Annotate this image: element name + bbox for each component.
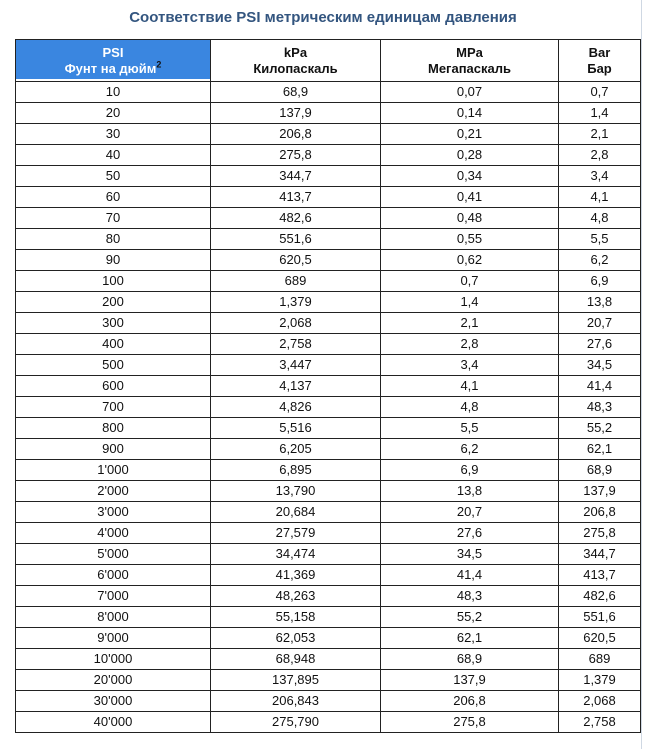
cell-mpa: 4,8 xyxy=(381,397,559,418)
cell-psi: 40'000 xyxy=(16,712,211,733)
cell-psi: 500 xyxy=(16,355,211,376)
cell-kpa: 206,843 xyxy=(211,691,381,712)
cell-kpa: 2,758 xyxy=(211,334,381,355)
cell-psi: 80 xyxy=(16,229,211,250)
cell-bar: 4,8 xyxy=(559,208,641,229)
sidebar-divider xyxy=(641,0,642,749)
cell-mpa: 13,8 xyxy=(381,481,559,502)
cell-kpa: 13,790 xyxy=(211,481,381,502)
cell-bar: 620,5 xyxy=(559,628,641,649)
cell-kpa: 4,826 xyxy=(211,397,381,418)
table-row xyxy=(16,187,641,208)
cell-kpa: 4,137 xyxy=(211,376,381,397)
cell-kpa: 5,516 xyxy=(211,418,381,439)
cell-bar: 551,6 xyxy=(559,607,641,628)
header-row xyxy=(16,40,641,82)
header-mpa-abbr: MPa xyxy=(456,44,483,60)
table-row xyxy=(16,208,641,229)
cell-mpa: 6,2 xyxy=(381,439,559,460)
cell-mpa: 34,5 xyxy=(381,544,559,565)
header-psi[interactable] xyxy=(16,40,211,82)
table-row xyxy=(16,460,641,481)
table-row xyxy=(16,586,641,607)
table-row xyxy=(16,334,641,355)
cell-bar: 41,4 xyxy=(559,376,641,397)
header-psi-abbr: PSI xyxy=(102,44,124,60)
cell-bar: 413,7 xyxy=(559,565,641,586)
cell-bar: 3,4 xyxy=(559,166,641,187)
header-mpa xyxy=(381,40,559,82)
cell-mpa: 0,34 xyxy=(381,166,559,187)
cell-mpa: 206,8 xyxy=(381,691,559,712)
cell-psi: 30'000 xyxy=(16,691,211,712)
cell-bar: 206,8 xyxy=(559,502,641,523)
table-row xyxy=(16,376,641,397)
cell-psi: 300 xyxy=(16,313,211,334)
cell-psi: 8'000 xyxy=(16,607,211,628)
cell-bar: 2,758 xyxy=(559,712,641,733)
header-bar-name: Бар xyxy=(587,60,612,76)
cell-kpa: 68,9 xyxy=(211,82,381,103)
table-row xyxy=(16,124,641,145)
cell-mpa: 0,7 xyxy=(381,271,559,292)
table-row xyxy=(16,166,641,187)
cell-bar: 2,1 xyxy=(559,124,641,145)
table-row xyxy=(16,565,641,586)
cell-bar: 2,8 xyxy=(559,145,641,166)
cell-bar: 20,7 xyxy=(559,313,641,334)
cell-bar: 4,1 xyxy=(559,187,641,208)
cell-mpa: 20,7 xyxy=(381,502,559,523)
cell-kpa: 137,895 xyxy=(211,670,381,691)
cell-kpa: 34,474 xyxy=(211,544,381,565)
cell-kpa: 1,379 xyxy=(211,292,381,313)
cell-bar: 689 xyxy=(559,649,641,670)
cell-bar: 62,1 xyxy=(559,439,641,460)
cell-mpa: 137,9 xyxy=(381,670,559,691)
cell-psi: 20 xyxy=(16,103,211,124)
cell-kpa: 6,205 xyxy=(211,439,381,460)
cell-kpa: 27,579 xyxy=(211,523,381,544)
cell-psi: 700 xyxy=(16,397,211,418)
header-psi-name: Фунт на дюйм xyxy=(64,60,157,76)
table-row xyxy=(16,607,641,628)
table-row xyxy=(16,292,641,313)
header-bar xyxy=(559,40,641,82)
cell-psi: 1'000 xyxy=(16,460,211,481)
cell-bar: 27,6 xyxy=(559,334,641,355)
table-row xyxy=(16,145,641,166)
cell-bar: 344,7 xyxy=(559,544,641,565)
cell-mpa: 55,2 xyxy=(381,607,559,628)
table-row xyxy=(16,649,641,670)
cell-mpa: 2,1 xyxy=(381,313,559,334)
cell-kpa: 275,790 xyxy=(211,712,381,733)
cell-kpa: 482,6 xyxy=(211,208,381,229)
cell-kpa: 620,5 xyxy=(211,250,381,271)
cell-kpa: 551,6 xyxy=(211,229,381,250)
table-row xyxy=(16,355,641,376)
cell-psi: 3'000 xyxy=(16,502,211,523)
table-row xyxy=(16,103,641,124)
cell-mpa: 0,41 xyxy=(381,187,559,208)
cell-bar: 6,2 xyxy=(559,250,641,271)
cell-kpa: 48,263 xyxy=(211,586,381,607)
cell-psi: 20'000 xyxy=(16,670,211,691)
cell-mpa: 62,1 xyxy=(381,628,559,649)
table-row xyxy=(16,502,641,523)
cell-mpa: 0,14 xyxy=(381,103,559,124)
cell-psi: 9'000 xyxy=(16,628,211,649)
header-kpa xyxy=(211,40,381,82)
cell-mpa: 0,21 xyxy=(381,124,559,145)
cell-bar: 13,8 xyxy=(559,292,641,313)
header-bar-abbr: Bar xyxy=(588,44,611,60)
table-row xyxy=(16,544,641,565)
cell-mpa: 5,5 xyxy=(381,418,559,439)
cell-mpa: 0,28 xyxy=(381,145,559,166)
cell-kpa: 344,7 xyxy=(211,166,381,187)
cell-psi: 7'000 xyxy=(16,586,211,607)
cell-bar: 482,6 xyxy=(559,586,641,607)
cell-psi: 90 xyxy=(16,250,211,271)
cell-bar: 48,3 xyxy=(559,397,641,418)
table-row xyxy=(16,229,641,250)
table-row xyxy=(16,481,641,502)
conversion-table xyxy=(15,39,641,733)
cell-mpa: 48,3 xyxy=(381,586,559,607)
cell-psi: 600 xyxy=(16,376,211,397)
table-row xyxy=(16,418,641,439)
cell-bar: 68,9 xyxy=(559,460,641,481)
table-row xyxy=(16,523,641,544)
table-row xyxy=(16,397,641,418)
cell-kpa: 3,447 xyxy=(211,355,381,376)
table-row xyxy=(16,313,641,334)
cell-bar: 2,068 xyxy=(559,691,641,712)
cell-bar: 5,5 xyxy=(559,229,641,250)
table-row xyxy=(16,712,641,733)
cell-psi: 6'000 xyxy=(16,565,211,586)
table-row xyxy=(16,439,641,460)
table-row xyxy=(16,250,641,271)
header-kpa-abbr: kPa xyxy=(283,44,308,60)
cell-psi: 60 xyxy=(16,187,211,208)
cell-bar: 275,8 xyxy=(559,523,641,544)
cell-mpa: 68,9 xyxy=(381,649,559,670)
cell-psi: 30 xyxy=(16,124,211,145)
table-row xyxy=(16,82,641,103)
table-body xyxy=(16,82,641,733)
cell-psi: 100 xyxy=(16,271,211,292)
cell-kpa: 413,7 xyxy=(211,187,381,208)
cell-bar: 34,5 xyxy=(559,355,641,376)
cell-mpa: 4,1 xyxy=(381,376,559,397)
cell-psi: 70 xyxy=(16,208,211,229)
cell-mpa: 275,8 xyxy=(381,712,559,733)
cell-mpa: 6,9 xyxy=(381,460,559,481)
cell-bar: 1,4 xyxy=(559,103,641,124)
header-psi-sup: 2 xyxy=(156,59,162,70)
cell-psi: 800 xyxy=(16,418,211,439)
cell-psi: 400 xyxy=(16,334,211,355)
cell-mpa: 3,4 xyxy=(381,355,559,376)
table-row xyxy=(16,628,641,649)
cell-bar: 6,9 xyxy=(559,271,641,292)
cell-kpa: 137,9 xyxy=(211,103,381,124)
table-row xyxy=(16,691,641,712)
cell-psi: 4'000 xyxy=(16,523,211,544)
cell-kpa: 2,068 xyxy=(211,313,381,334)
cell-mpa: 1,4 xyxy=(381,292,559,313)
cell-psi: 10 xyxy=(16,82,211,103)
cell-kpa: 55,158 xyxy=(211,607,381,628)
cell-mpa: 0,62 xyxy=(381,250,559,271)
cell-psi: 40 xyxy=(16,145,211,166)
cell-mpa: 0,48 xyxy=(381,208,559,229)
cell-kpa: 206,8 xyxy=(211,124,381,145)
cell-psi: 10'000 xyxy=(16,649,211,670)
table-row xyxy=(16,670,641,691)
cell-mpa: 27,6 xyxy=(381,523,559,544)
cell-kpa: 20,684 xyxy=(211,502,381,523)
cell-mpa: 2,8 xyxy=(381,334,559,355)
cell-psi: 2'000 xyxy=(16,481,211,502)
header-mpa-name: Мегапаскаль xyxy=(427,60,511,76)
header-kpa-name: Килопаскаль xyxy=(253,60,338,76)
cell-psi: 50 xyxy=(16,166,211,187)
cell-kpa: 275,8 xyxy=(211,145,381,166)
cell-psi: 200 xyxy=(16,292,211,313)
cell-psi: 5'000 xyxy=(16,544,211,565)
table-row xyxy=(16,271,641,292)
cell-bar: 55,2 xyxy=(559,418,641,439)
cell-bar: 1,379 xyxy=(559,670,641,691)
page-title: Соответствие PSI метрическим единицам давления xyxy=(129,9,517,26)
cell-kpa: 62,053 xyxy=(211,628,381,649)
cell-kpa: 6,895 xyxy=(211,460,381,481)
cell-kpa: 689 xyxy=(211,271,381,292)
cell-kpa: 41,369 xyxy=(211,565,381,586)
cell-mpa: 0,07 xyxy=(381,82,559,103)
cell-mpa: 41,4 xyxy=(381,565,559,586)
cell-kpa: 68,948 xyxy=(211,649,381,670)
cell-mpa: 0,55 xyxy=(381,229,559,250)
cell-bar: 137,9 xyxy=(559,481,641,502)
cell-psi: 900 xyxy=(16,439,211,460)
cell-bar: 0,7 xyxy=(559,82,641,103)
